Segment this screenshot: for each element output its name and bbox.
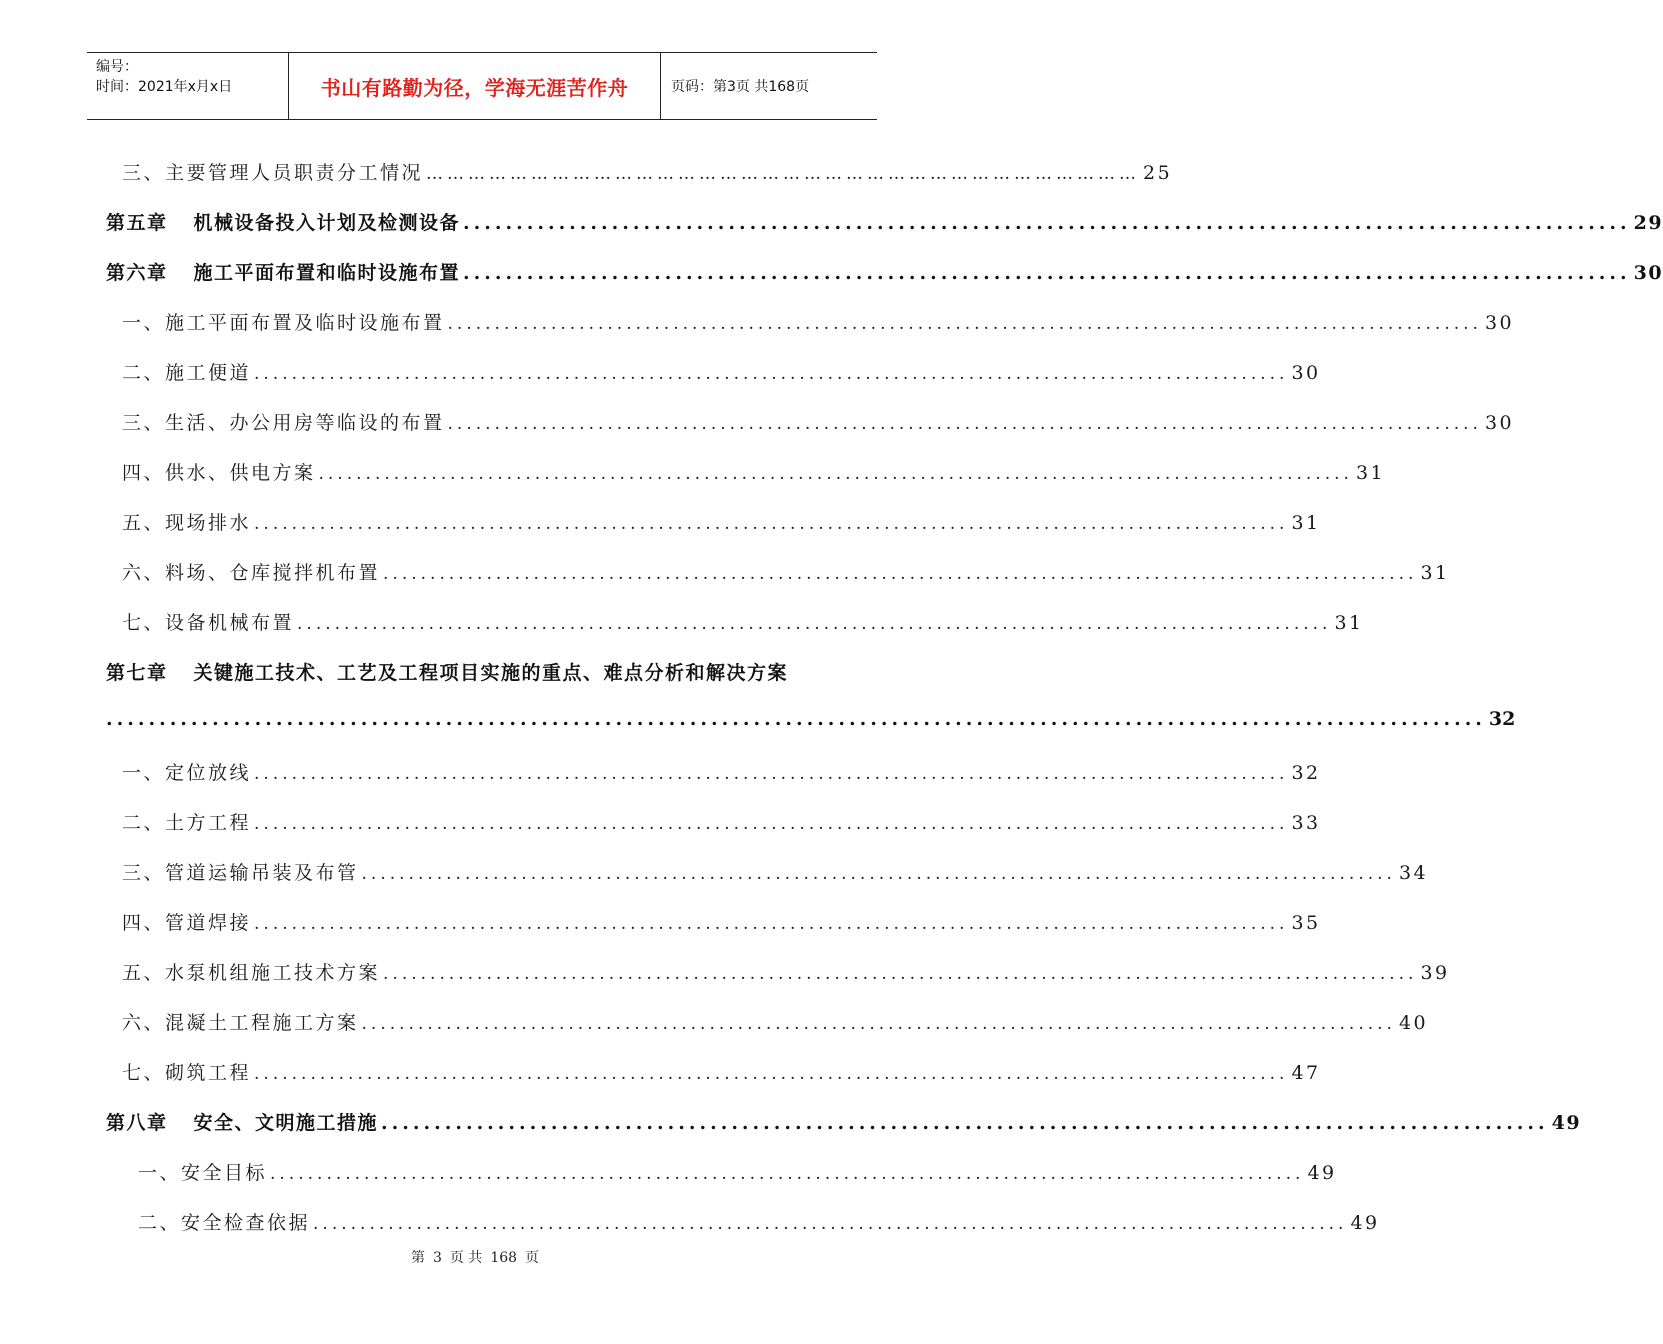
toc-entry-label: 施工平面布置和临时设施布置 xyxy=(193,262,461,284)
toc-chapter-number: 第六章 xyxy=(106,262,168,284)
toc-entry-label: 五、现场排水 xyxy=(122,512,252,534)
toc-entry-label: 二、安全检查依据 xyxy=(138,1212,311,1234)
toc-entry[interactable] xyxy=(122,808,1321,838)
toc-entry-label: 四、管道焊接 xyxy=(122,912,252,934)
toc-leader-dots: .............................................................................................................. xyxy=(297,614,1332,634)
toc-entry[interactable] xyxy=(122,1008,1429,1038)
footer-page-total: 168 xyxy=(490,1250,518,1266)
toc-entry[interactable] xyxy=(138,1158,1337,1188)
toc-leader-dots: .............................................................................................................. xyxy=(313,1214,1348,1234)
toc-entry[interactable] xyxy=(122,508,1321,538)
toc-chapter-continuation[interactable] xyxy=(106,708,1516,730)
footer-mid: 页 共 xyxy=(449,1250,483,1266)
toc-leader-dots: .............................................................................................................. xyxy=(361,1014,1396,1034)
header-meta xyxy=(87,53,288,119)
footer-prefix: 第 xyxy=(410,1250,425,1266)
toc-leader-dots: .............................................................................................................. xyxy=(381,1112,1549,1134)
toc-entry[interactable] xyxy=(122,758,1321,788)
toc-entry-page: 40 xyxy=(1398,1012,1429,1034)
toc-entry-page: 25 xyxy=(1143,162,1173,184)
toc-leader-dots: .............................................................................................................. xyxy=(447,414,1482,434)
toc-chapter-entry[interactable] xyxy=(106,1108,1582,1138)
toc-entry[interactable] xyxy=(122,958,1450,988)
toc-chapter-number: 第八章 xyxy=(106,1112,168,1134)
toc-entry-page: 34 xyxy=(1398,862,1429,884)
toc-entry-label: 二、土方工程 xyxy=(122,812,252,834)
toc-entry-page: 39 xyxy=(1420,962,1450,984)
toc-entry-page: 30 xyxy=(1633,262,1663,284)
toc-entry-page: 31 xyxy=(1420,562,1450,584)
header-motto-cell xyxy=(288,53,661,119)
toc-entry-page: 32 xyxy=(1488,708,1516,730)
toc-entry[interactable] xyxy=(122,858,1429,888)
toc-entry-page: 30 xyxy=(1291,362,1321,384)
toc-chapter-number: 第五章 xyxy=(106,212,168,234)
toc-leader-dots: .............................................................................................................. xyxy=(254,364,1289,384)
toc-entry-page: 49 xyxy=(1307,1162,1337,1184)
toc-entry-page: 30 xyxy=(1484,312,1515,334)
toc-entry-page: 31 xyxy=(1291,512,1321,534)
toc-leader-dots: .............................................................................................................. xyxy=(270,1164,1305,1184)
toc-entry-page: 29 xyxy=(1633,212,1663,234)
toc-entry-label: 六、料场、仓库搅拌机布置 xyxy=(122,562,381,584)
toc-entry[interactable] xyxy=(138,1208,1380,1238)
toc-leader-dots: .............................................................................................................. xyxy=(383,964,1418,984)
toc-leader-dots: .............................................................................................................. xyxy=(318,464,1353,484)
toc-leader-dots: .............................................................................................................. xyxy=(254,1064,1289,1084)
footer-suffix: 页 xyxy=(525,1250,540,1266)
toc-entry-page: 31 xyxy=(1355,462,1386,484)
toc-entry[interactable] xyxy=(122,458,1386,488)
document-number-label: 编号： xyxy=(96,59,138,75)
toc-entry-label: 七、设备机械布置 xyxy=(122,612,295,634)
toc-entry-label: 安全、文明施工措施 xyxy=(193,1112,379,1134)
toc-entry-label: 一、定位放线 xyxy=(122,762,252,784)
toc-leader-dots: .............................................................................................................. xyxy=(254,514,1289,534)
toc-entry-label: 关键施工技术、工艺及工程项目实施的重点、难点分析和解决方案 xyxy=(193,662,789,684)
toc-chapter-entry[interactable] xyxy=(106,658,858,688)
toc-entry-label: 三、主要管理人员职责分工情况 xyxy=(122,162,424,184)
toc-entry[interactable] xyxy=(122,558,1450,588)
toc-entry-label: 四、供水、供电方案 xyxy=(122,462,316,484)
page-header xyxy=(87,52,877,120)
toc-entry-label: 三、生活、办公用房等临设的布置 xyxy=(122,412,445,434)
toc-entry[interactable] xyxy=(122,308,1515,338)
toc-leader-dots: .................................................................................................................................. xyxy=(106,708,1486,730)
toc-leader-dots: .............................................................................................................. xyxy=(463,212,1631,234)
toc-entry-label: 七、砌筑工程 xyxy=(122,1062,252,1084)
toc-entry-label: 机械设备投入计划及检测设备 xyxy=(193,212,461,234)
toc-entry-label: 五、水泵机组施工技术方案 xyxy=(122,962,381,984)
toc-entry-page: 30 xyxy=(1484,412,1515,434)
toc-leader-dots: .............................................................................................................. xyxy=(447,314,1482,334)
toc-chapter-entry[interactable] xyxy=(106,258,1663,288)
toc-entry[interactable] xyxy=(122,1058,1321,1088)
toc-entry-label: 二、施工便道 xyxy=(122,362,252,384)
toc-entry-label: 一、施工平面布置及临时设施布置 xyxy=(122,312,445,334)
toc-leader-dots: .............................................................................................................. xyxy=(383,564,1418,584)
toc-entry-page: 49 xyxy=(1350,1212,1380,1234)
header-motto: 书山有路勤为径，学海无涯苦作舟 xyxy=(320,75,629,100)
toc-entry-page: 49 xyxy=(1551,1112,1582,1134)
toc-entry-label: 一、安全目标 xyxy=(138,1162,268,1184)
toc-leader-dots: .............................................................................................................. xyxy=(254,914,1289,934)
toc-entry[interactable] xyxy=(122,608,1364,638)
footer-page-number: 3 xyxy=(432,1250,442,1266)
toc-entry-page: 47 xyxy=(1291,1062,1321,1084)
header-page-info: 页码：第3页 共168页 xyxy=(671,79,810,95)
toc-entry-label: 三、管道运输吊装及布管 xyxy=(122,862,359,884)
toc-entry[interactable] xyxy=(122,158,1173,188)
toc-entry[interactable] xyxy=(122,408,1515,438)
toc-entry-page: 32 xyxy=(1291,762,1321,784)
toc-entry-page: 35 xyxy=(1291,912,1321,934)
toc-leader-dots: ………………………………………………………………………………………… xyxy=(426,164,1141,184)
toc-entry[interactable] xyxy=(122,358,1321,388)
toc-entry-label: 六、混凝土工程施工方案 xyxy=(122,1012,359,1034)
toc-leader-dots: .............................................................................................................. xyxy=(463,262,1631,284)
toc-leader-dots: .............................................................................................................. xyxy=(254,814,1289,834)
document-time-label: 时间：2021年x月x日 xyxy=(96,79,233,95)
toc-entry-page: 31 xyxy=(1334,612,1364,634)
toc-leader-dots: .............................................................................................................. xyxy=(361,864,1396,884)
toc-leader-dots: .............................................................................................................. xyxy=(254,764,1289,784)
page-footer xyxy=(0,1247,950,1267)
toc-chapter-number: 第七章 xyxy=(106,662,168,684)
toc-entry[interactable] xyxy=(122,908,1321,938)
toc-entry-page: 33 xyxy=(1291,812,1321,834)
toc-chapter-entry[interactable] xyxy=(106,208,1663,238)
